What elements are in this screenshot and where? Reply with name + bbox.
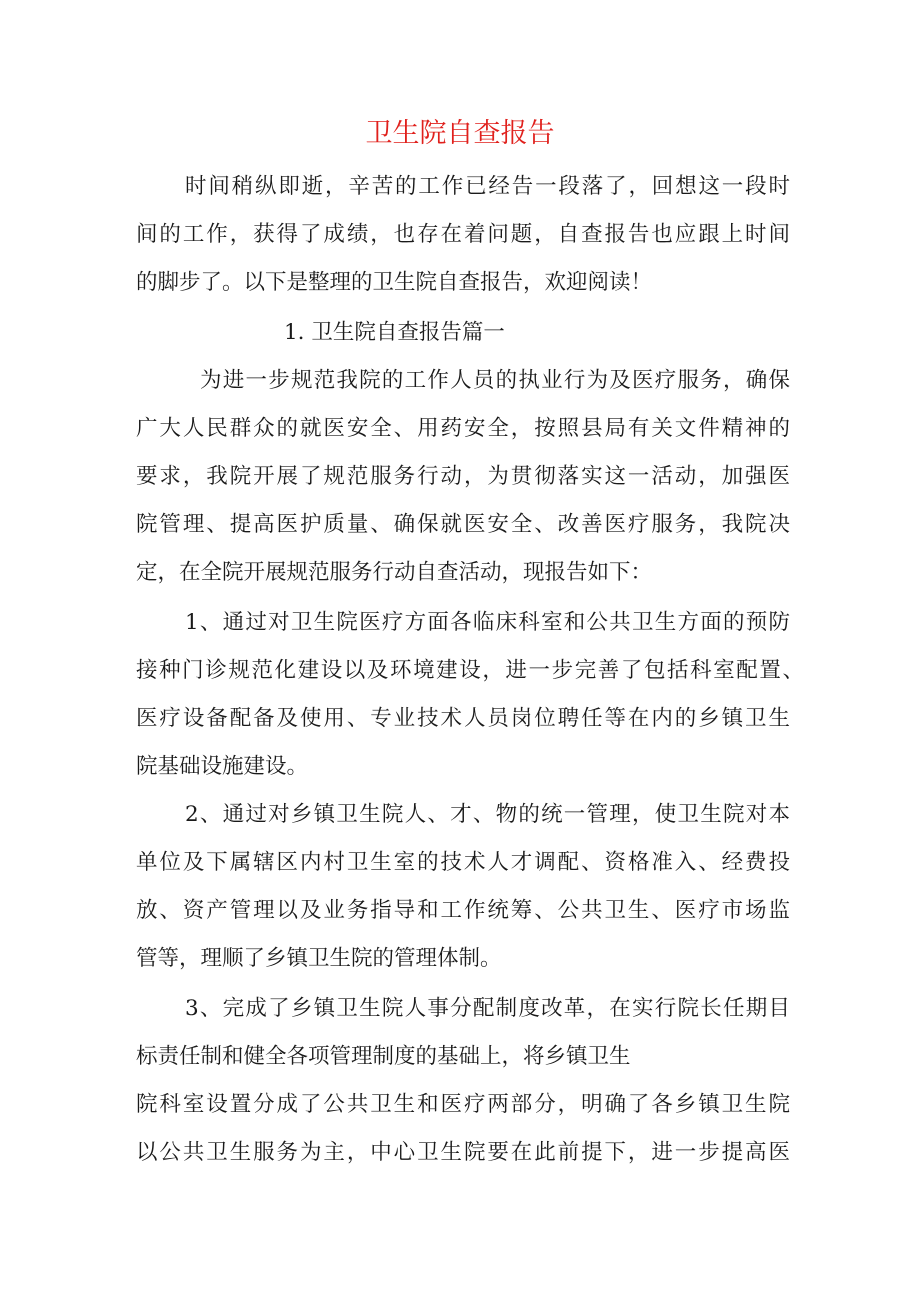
- item-line: 院科室设置分成了公共卫生和医疗两部分，明确了各乡镇卫生院: [136, 1092, 790, 1117]
- item-line: 放、资产管理以及业务指导和工作统筹、公共卫生、医疗市场监: [136, 898, 790, 923]
- item-line: 管等，理顺了乡镇卫生院的管理体制。: [136, 946, 502, 971]
- item-line: 医疗设备配备及使用、专业技术人员岗位聘任等在内的乡镇卫生: [136, 706, 790, 731]
- item-line: 院基础设施建设。: [136, 754, 309, 779]
- paragraph-line: 广大人民群众的就医安全、用药安全，按照县局有关文件精神的: [136, 416, 790, 441]
- intro-line: 的脚步了。以下是整理的卫生院自查报告，欢迎阅读！: [136, 270, 653, 295]
- paragraph-line: 院管理、提高医护质量、确保就医安全、改善医疗服务，我院决: [136, 512, 790, 537]
- item-line: 单位及下属辖区内村卫生室的技术人才调配、资格准入、经费投: [136, 850, 790, 875]
- item-line: 接种门诊规范化建设以及环境建设，进一步完善了包括科室配置、: [136, 658, 804, 683]
- paragraph-line: 定，在全院开展规范服务行动自查活动，现报告如下：: [136, 560, 653, 585]
- intro-line: 时间稍纵即逝，辛苦的工作已经告一段落了，回想这一段时: [185, 174, 790, 199]
- item-line: 3、完成了乡镇卫生院人事分配制度改革，在实行院长任期目: [185, 996, 790, 1021]
- item-line: 2、通过对乡镇卫生院人、才、物的统一管理，使卫生院对本: [185, 802, 790, 827]
- document-title: 卫生院自查报告: [365, 118, 555, 149]
- item-line: 1、通过对卫生院医疗方面各临床科室和公共卫生方面的预防: [185, 610, 790, 635]
- paragraph-line: 为进一步规范我院的工作人员的执业行为及医疗服务，确保: [200, 368, 790, 393]
- section-heading: 1. 卫生院自查报告篇一: [284, 320, 505, 345]
- item-line: 以公共卫生服务为主，中心卫生院要在此前提下，进一步提高医: [136, 1140, 790, 1165]
- intro-line: 间的工作，获得了成绩，也存在着问题，自查报告也应跟上时间: [136, 222, 790, 247]
- item-line: 标责任制和健全各项管理制度的基础上，将乡镇卫生: [136, 1044, 631, 1069]
- paragraph-line: 要求，我院开展了规范服务行动，为贯彻落实这一活动，加强医: [136, 464, 790, 489]
